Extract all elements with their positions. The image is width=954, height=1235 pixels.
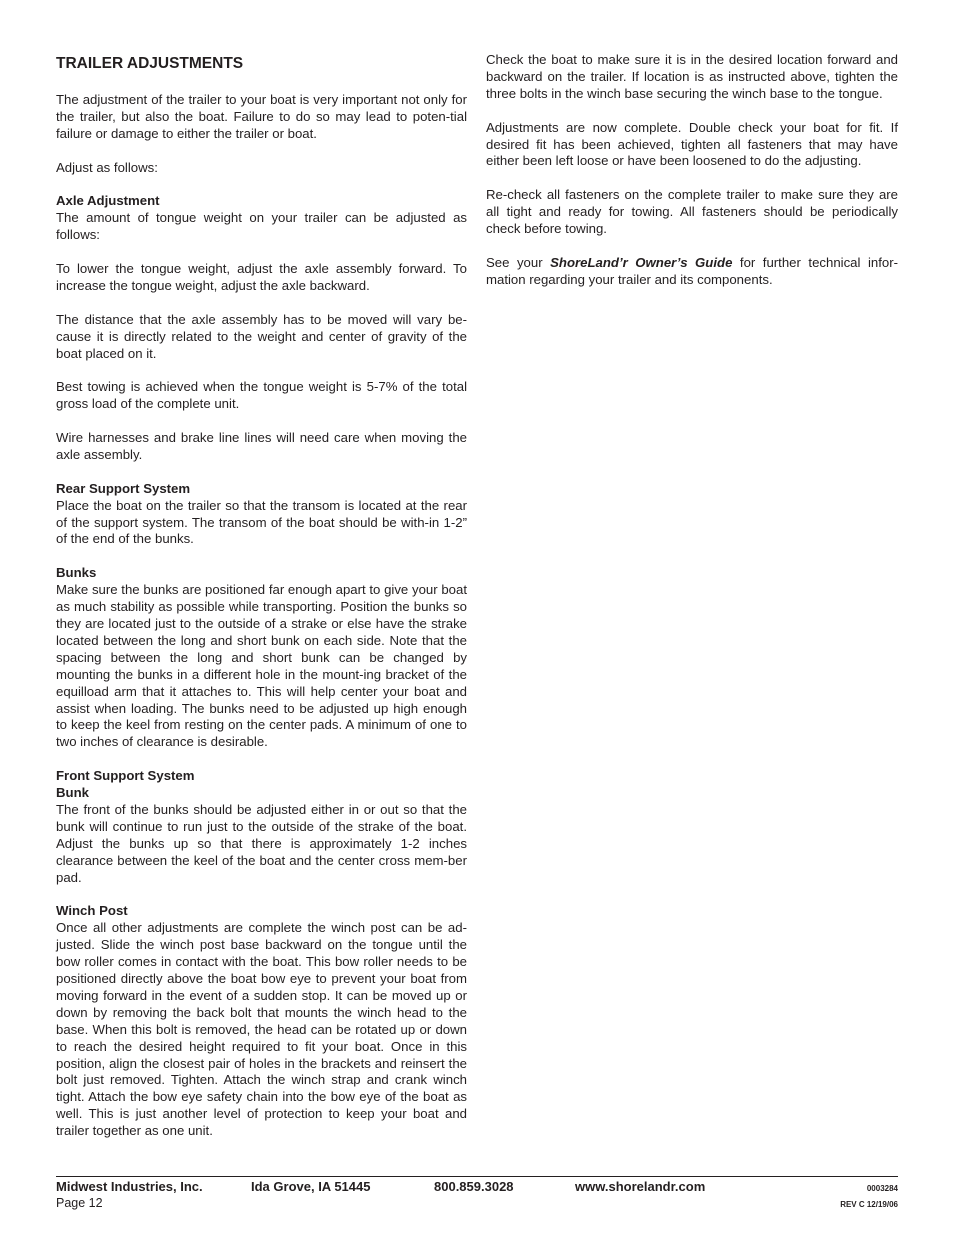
- axle-heading: Axle Adjustment: [56, 193, 160, 209]
- rear-support-section: [56, 481, 467, 549]
- owners-guide-pre: See your: [486, 254, 551, 270]
- front-support-section: [56, 768, 467, 886]
- bunks-section: [56, 565, 467, 751]
- axle-section: [56, 193, 467, 244]
- intro-paragraph: The adjustment of the trailer to your boat is very important not only for the trailer, but also the boat. Failure to do so may lead to poten-tial failure or damage to either the trailer or boat.: [56, 92, 467, 141]
- front-support-heading: Front Support System: [56, 768, 195, 784]
- footer-company: Midwest Industries, Inc.: [56, 1179, 203, 1194]
- axle-paragraph-4: Best towing is achieved when the tongue weight is 5-7% of the total gross load of the complete unit.: [56, 379, 467, 412]
- left-column: [56, 52, 467, 1157]
- footer-divider: [56, 1176, 898, 1177]
- page-number: Page 12: [56, 1196, 103, 1210]
- adjustments-complete-paragraph: Adjustments are now complete. Double check your boat for fit. If desired fit has been achieved, tighten all fasteners that may have either been left loose or have been loosened to do the adjusting.: [486, 119, 898, 169]
- winch-post-section: [56, 903, 467, 1140]
- footer-city: Ida Grove, IA 51445: [251, 1179, 371, 1194]
- bunks-paragraph: Make sure the bunks are positioned far enough apart to give your boat as much stability as possible while transporting. Position the bunks so they are located just to the outside of a strake or else have the strake located between the long and short bunk on each side. Note that the spacing between the long and short bunk can be changed by mounting the bunks in a different hole in the mount-ing bracket of the equilload arm that it attaches to. This will help center your boat and assist when loading. The bunks need to be adjusted up high enough to keep the keel from resting on the center pads. A minimum of one to two inches of clearance is desirable.: [56, 582, 467, 750]
- check-boat-paragraph: Check the boat to make sure it is in the desired location forward and backward on the trailer. If location is as instructed above, tighten the three bolts in the winch base securing the winch base to the tongue.: [486, 52, 898, 101]
- page-title: TRAILER ADJUSTMENTS: [56, 55, 244, 72]
- footer: [56, 1179, 898, 1219]
- rear-support-heading: Rear Support System: [56, 480, 191, 496]
- document-number: 0003284: [866, 1184, 898, 1193]
- revision-label: REV C 12/19/06: [840, 1200, 898, 1209]
- rear-support-paragraph: Place the boat on the trailer so that the transom is located at the rear of the support system. The transom of the boat should be with-in 1-2” of the end of the bunks.: [56, 497, 467, 547]
- owners-guide-paragraph: [486, 255, 898, 289]
- footer-phone: 800.859.3028: [434, 1179, 514, 1194]
- winch-post-heading: Winch Post: [56, 903, 128, 919]
- winch-post-paragraph: Once all other adjustments are complete the winch post can be ad-justed. Slide the winch post base backward on the tongue until the bow roller comes in contact with the boat. This bow roller needs to be positioned directly above the boat bow eye to prevent your boat from moving forward in the event of a sudden stop. It can be moved up or down by removing the back bolt that mounts the winch head to the base. When this bolt is removed, the head can be rotated up or down to reach the desired height required to fit your boat. Once in this position, align the closest pair of holes in the brackets and reinsert the bolt just removed. Tighten. Attach the winch strap and crank winch tight. Attach the bow eye safety chain into the bow eye of the boat as well. This is just another level of protection to keep your boat and trailer together as one unit.: [56, 920, 467, 1139]
- adjust-paragraph: Adjust as follows:: [56, 159, 158, 175]
- footer-website[interactable]: www.shorelandr.com: [575, 1179, 706, 1194]
- owners-guide-title: ShoreLand’r Owner’s Guide: [550, 254, 733, 270]
- axle-paragraph-1: The amount of tongue weight on your trailer can be adjusted as follows:: [56, 210, 467, 243]
- axle-paragraph-3: The distance that the axle assembly has to be moved will vary be-cause it is directly related to the weight and center of gravity of the boat placed on it.: [56, 311, 467, 361]
- owners-guide-post: for further technical infor-mation regarding your trailer and its components.: [486, 254, 898, 287]
- axle-paragraph-2: To lower the tongue weight, adjust the axle assembly forward. To increase the tongue weight, adjust the axle backward.: [56, 261, 467, 293]
- recheck-fasteners-paragraph: Re-check all fasteners on the complete trailer to make sure they are all tight and ready for towing. All fasteners should be periodically check before towing.: [486, 187, 898, 237]
- bunk-subheading: Bunk: [56, 785, 89, 801]
- axle-paragraph-5: Wire harnesses and brake line lines will need care when moving the axle assembly.: [56, 430, 467, 462]
- bunks-heading: Bunks: [56, 565, 97, 581]
- right-column: [486, 52, 898, 306]
- front-support-paragraph: The front of the bunks should be adjusted either in or out so that the bunk will continue to run just to the outside of the strake of the boat. Adjust the bunks up so that there is approximately 1-2 inches clearance between the keel of the boat and the center cross mem-ber pad.: [56, 801, 467, 885]
